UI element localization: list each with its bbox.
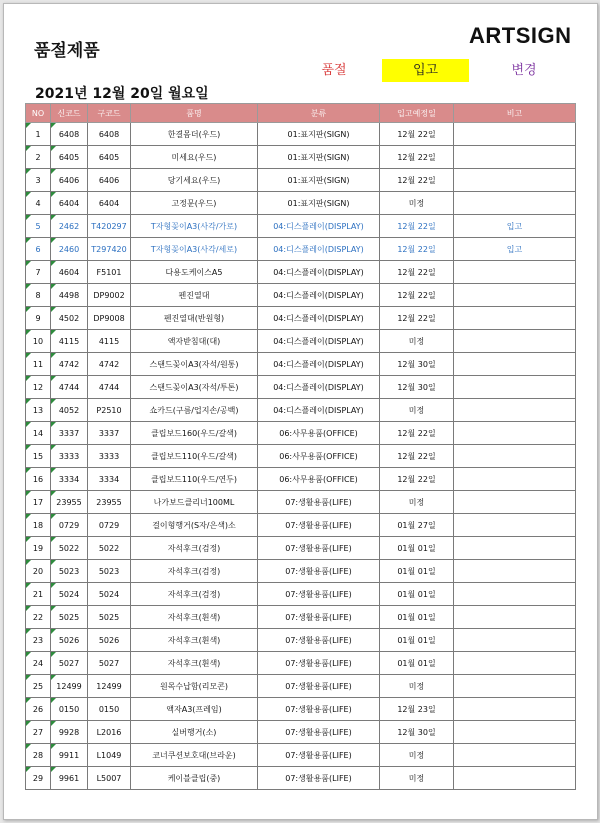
- cell-product-name: 걸이형행거(S자/은색)소: [131, 514, 258, 537]
- cell-new-code: 5027: [51, 652, 88, 675]
- cell-product-name: 스탠드꽂이A3(자석/원통): [131, 353, 258, 376]
- cell-note: [454, 192, 576, 215]
- cell-restock-date: 12월 22일: [380, 169, 454, 192]
- cell-product-name: 액자받침대(대): [131, 330, 258, 353]
- page-title: 품절제품: [34, 41, 100, 61]
- cell-category: 07:생활용품(LIFE): [258, 583, 380, 606]
- cell-product-name: 미세요(우드): [131, 146, 258, 169]
- cell-category: 06:사무용품(OFFICE): [258, 422, 380, 445]
- legend-sold-out: 품절: [321, 63, 347, 78]
- report-date: 2021년 12월 20일 월요일: [35, 86, 209, 102]
- cell-note: [454, 629, 576, 652]
- cell-restock-date: 미정: [380, 744, 454, 767]
- cell-category: 04:디스플레이(DISPLAY): [258, 238, 380, 261]
- cell-product-name: 스탠드꽂이A3(자석/투톤): [131, 376, 258, 399]
- cell-no: 23: [26, 629, 51, 652]
- table-row: [26, 330, 576, 353]
- cell-no: 19: [26, 537, 51, 560]
- cell-old-code: 3337: [88, 422, 131, 445]
- cell-note: [454, 698, 576, 721]
- cell-old-code: 12499: [88, 675, 131, 698]
- cell-product-name: 펜진열대: [131, 284, 258, 307]
- cell-note: [454, 652, 576, 675]
- cell-new-code: 4502: [51, 307, 88, 330]
- cell-note: [454, 537, 576, 560]
- cell-restock-date: 01월 01일: [380, 629, 454, 652]
- cell-category: 04:디스플레이(DISPLAY): [258, 261, 380, 284]
- cell-category: 07:생활용품(LIFE): [258, 629, 380, 652]
- column-header-product-name: 품명: [131, 104, 258, 123]
- cell-new-code: 2460: [51, 238, 88, 261]
- cell-note: [454, 169, 576, 192]
- cell-restock-date: 12월 22일: [380, 284, 454, 307]
- cell-new-code: 5023: [51, 560, 88, 583]
- table-row: [26, 261, 576, 284]
- cell-category: 01:표지판(SIGN): [258, 169, 380, 192]
- cell-category: 07:생활용품(LIFE): [258, 491, 380, 514]
- cell-new-code: 6405: [51, 146, 88, 169]
- cell-restock-date: 미정: [380, 330, 454, 353]
- cell-note: [454, 284, 576, 307]
- table-row: [26, 146, 576, 169]
- cell-restock-date: 미정: [380, 767, 454, 790]
- cell-old-code: 0150: [88, 698, 131, 721]
- cell-category: 04:디스플레이(DISPLAY): [258, 353, 380, 376]
- cell-no: 21: [26, 583, 51, 606]
- legend-incoming: 입고: [382, 59, 469, 82]
- cell-old-code: T420297: [88, 215, 131, 238]
- cell-product-name: 원목수납함(리모콘): [131, 675, 258, 698]
- cell-restock-date: 미정: [380, 399, 454, 422]
- cell-restock-date: 미정: [380, 675, 454, 698]
- table-row: [26, 123, 576, 146]
- cell-note: [454, 422, 576, 445]
- cell-old-code: L5007: [88, 767, 131, 790]
- table-row: [26, 744, 576, 767]
- cell-no: 5: [26, 215, 51, 238]
- cell-old-code: DP9008: [88, 307, 131, 330]
- cell-note: [454, 744, 576, 767]
- cell-category: 07:생활용품(LIFE): [258, 721, 380, 744]
- table-row: [26, 606, 576, 629]
- cell-restock-date: 12월 22일: [380, 123, 454, 146]
- cell-new-code: 6404: [51, 192, 88, 215]
- cell-restock-date: 12월 22일: [380, 261, 454, 284]
- legend-changed: 변경: [511, 63, 537, 78]
- table-row: [26, 675, 576, 698]
- cell-old-code: 4115: [88, 330, 131, 353]
- cell-new-code: 6406: [51, 169, 88, 192]
- cell-no: 29: [26, 767, 51, 790]
- column-header-new-code: 신코드: [51, 104, 88, 123]
- cell-product-name: 자석후크(흰색): [131, 606, 258, 629]
- cell-restock-date: 12월 22일: [380, 445, 454, 468]
- cell-old-code: F5101: [88, 261, 131, 284]
- cell-new-code: 4604: [51, 261, 88, 284]
- cell-no: 9: [26, 307, 51, 330]
- cell-note: [454, 307, 576, 330]
- cell-no: 13: [26, 399, 51, 422]
- cell-product-name: 펜진열대(반원형): [131, 307, 258, 330]
- cell-no: 2: [26, 146, 51, 169]
- cell-note: [454, 675, 576, 698]
- cell-old-code: L1049: [88, 744, 131, 767]
- cell-product-name: 당기세요(우드): [131, 169, 258, 192]
- cell-product-name: 자석후크(검정): [131, 560, 258, 583]
- cell-category: 01:표지판(SIGN): [258, 146, 380, 169]
- table-row: [26, 169, 576, 192]
- cell-note: [454, 146, 576, 169]
- cell-note: 입고: [454, 215, 576, 238]
- table-row: [26, 468, 576, 491]
- table-row: [26, 560, 576, 583]
- cell-no: 4: [26, 192, 51, 215]
- cell-new-code: 9928: [51, 721, 88, 744]
- cell-no: 24: [26, 652, 51, 675]
- table-row: [26, 376, 576, 399]
- table-row: [26, 583, 576, 606]
- column-header-restock-date: 입고예정일: [380, 104, 454, 123]
- cell-new-code: 4742: [51, 353, 88, 376]
- cell-new-code: 3337: [51, 422, 88, 445]
- cell-product-name: 나가보드클리너100ML: [131, 491, 258, 514]
- table-row: [26, 422, 576, 445]
- table-row: [26, 307, 576, 330]
- cell-restock-date: 미정: [380, 192, 454, 215]
- cell-restock-date: 12월 22일: [380, 422, 454, 445]
- table-header-row: [26, 104, 576, 123]
- cell-category: 04:디스플레이(DISPLAY): [258, 284, 380, 307]
- column-header-old-code: 구코드: [88, 104, 131, 123]
- cell-new-code: 0729: [51, 514, 88, 537]
- cell-note: [454, 583, 576, 606]
- cell-note: [454, 353, 576, 376]
- cell-new-code: 5025: [51, 606, 88, 629]
- cell-product-name: 클립보드110(우드/연두): [131, 468, 258, 491]
- cell-category: 04:디스플레이(DISPLAY): [258, 330, 380, 353]
- cell-category: 04:디스플레이(DISPLAY): [258, 376, 380, 399]
- cell-category: 04:디스플레이(DISPLAY): [258, 399, 380, 422]
- cell-new-code: 4744: [51, 376, 88, 399]
- cell-new-code: 23955: [51, 491, 88, 514]
- cell-product-name: 자석후크(검정): [131, 537, 258, 560]
- cell-new-code: 9961: [51, 767, 88, 790]
- cell-restock-date: 12월 30일: [380, 721, 454, 744]
- cell-restock-date: 01월 01일: [380, 537, 454, 560]
- cell-old-code: 6405: [88, 146, 131, 169]
- cell-no: 8: [26, 284, 51, 307]
- cell-old-code: T297420: [88, 238, 131, 261]
- cell-note: 입고: [454, 238, 576, 261]
- cell-no: 7: [26, 261, 51, 284]
- table-row: [26, 399, 576, 422]
- cell-category: 07:생활용품(LIFE): [258, 744, 380, 767]
- cell-old-code: P2510: [88, 399, 131, 422]
- cell-restock-date: 01월 27일: [380, 514, 454, 537]
- cell-restock-date: 12월 22일: [380, 307, 454, 330]
- cell-old-code: 5024: [88, 583, 131, 606]
- cell-no: 10: [26, 330, 51, 353]
- cell-product-name: 케이블클립(중): [131, 767, 258, 790]
- cell-old-code: 6406: [88, 169, 131, 192]
- table-row: [26, 215, 576, 238]
- cell-restock-date: 01월 01일: [380, 606, 454, 629]
- cell-old-code: 5023: [88, 560, 131, 583]
- table-row: [26, 238, 576, 261]
- cell-note: [454, 767, 576, 790]
- cell-old-code: 23955: [88, 491, 131, 514]
- cell-note: [454, 491, 576, 514]
- cell-category: 01:표지판(SIGN): [258, 123, 380, 146]
- cell-no: 25: [26, 675, 51, 698]
- cell-product-name: 실버행거(소): [131, 721, 258, 744]
- cell-old-code: 4744: [88, 376, 131, 399]
- cell-note: [454, 399, 576, 422]
- cell-category: 07:생활용품(LIFE): [258, 537, 380, 560]
- cell-restock-date: 01월 01일: [380, 583, 454, 606]
- cell-no: 22: [26, 606, 51, 629]
- cell-old-code: 5022: [88, 537, 131, 560]
- cell-new-code: 4498: [51, 284, 88, 307]
- cell-note: [454, 123, 576, 146]
- table-row: [26, 652, 576, 675]
- cell-new-code: 4052: [51, 399, 88, 422]
- table-row: [26, 698, 576, 721]
- cell-no: 16: [26, 468, 51, 491]
- cell-category: 04:디스플레이(DISPLAY): [258, 215, 380, 238]
- table-row: [26, 514, 576, 537]
- cell-category: 07:생활용품(LIFE): [258, 675, 380, 698]
- cell-new-code: 6408: [51, 123, 88, 146]
- cell-product-name: 클립보드160(우드/갈색): [131, 422, 258, 445]
- cell-note: [454, 560, 576, 583]
- cell-category: 07:생활용품(LIFE): [258, 514, 380, 537]
- cell-category: 04:디스플레이(DISPLAY): [258, 307, 380, 330]
- cell-restock-date: 12월 22일: [380, 146, 454, 169]
- cell-product-name: 한결몸더(우드): [131, 123, 258, 146]
- cell-no: 15: [26, 445, 51, 468]
- cell-new-code: 12499: [51, 675, 88, 698]
- cell-no: 28: [26, 744, 51, 767]
- cell-product-name: 코너쿠션보호대(브라운): [131, 744, 258, 767]
- cell-no: 26: [26, 698, 51, 721]
- cell-restock-date: 12월 22일: [380, 215, 454, 238]
- table-row: [26, 284, 576, 307]
- cell-old-code: 4742: [88, 353, 131, 376]
- cell-product-name: 다용도케이스A5: [131, 261, 258, 284]
- cell-no: 14: [26, 422, 51, 445]
- table-row: [26, 629, 576, 652]
- table-row: [26, 445, 576, 468]
- cell-category: 07:생활용품(LIFE): [258, 767, 380, 790]
- cell-no: 11: [26, 353, 51, 376]
- cell-old-code: 6404: [88, 192, 131, 215]
- cell-product-name: 자석후크(흰색): [131, 652, 258, 675]
- cell-old-code: 5026: [88, 629, 131, 652]
- cell-no: 3: [26, 169, 51, 192]
- cell-category: 07:생활용품(LIFE): [258, 560, 380, 583]
- cell-new-code: 3333: [51, 445, 88, 468]
- cell-product-name: 자석후크(검정): [131, 583, 258, 606]
- cell-old-code: L2016: [88, 721, 131, 744]
- cell-no: 6: [26, 238, 51, 261]
- cell-new-code: 5022: [51, 537, 88, 560]
- cell-old-code: DP9002: [88, 284, 131, 307]
- cell-restock-date: 미정: [380, 491, 454, 514]
- cell-no: 17: [26, 491, 51, 514]
- cell-restock-date: 12월 22일: [380, 238, 454, 261]
- cell-old-code: 0729: [88, 514, 131, 537]
- cell-new-code: 9911: [51, 744, 88, 767]
- cell-product-name: 클립보드110(우드/갈색): [131, 445, 258, 468]
- cell-no: 20: [26, 560, 51, 583]
- cell-new-code: 5024: [51, 583, 88, 606]
- cell-old-code: 5027: [88, 652, 131, 675]
- cell-product-name: 액자A3(프레임): [131, 698, 258, 721]
- column-header-category: 분류: [258, 104, 380, 123]
- sold-out-table: [25, 103, 576, 790]
- cell-restock-date: 01월 01일: [380, 560, 454, 583]
- cell-note: [454, 330, 576, 353]
- cell-new-code: 2462: [51, 215, 88, 238]
- cell-restock-date: 12월 30일: [380, 353, 454, 376]
- table-row: [26, 767, 576, 790]
- cell-category: 07:생활용품(LIFE): [258, 652, 380, 675]
- table-row: [26, 353, 576, 376]
- cell-product-name: T자형꽂이A3(사각/세로): [131, 238, 258, 261]
- cell-old-code: 6408: [88, 123, 131, 146]
- cell-old-code: 3334: [88, 468, 131, 491]
- cell-note: [454, 468, 576, 491]
- cell-note: [454, 606, 576, 629]
- cell-new-code: 4115: [51, 330, 88, 353]
- cell-no: 18: [26, 514, 51, 537]
- cell-restock-date: 01월 01일: [380, 652, 454, 675]
- cell-restock-date: 12월 30일: [380, 376, 454, 399]
- cell-category: 07:생활용품(LIFE): [258, 698, 380, 721]
- cell-new-code: 5026: [51, 629, 88, 652]
- cell-category: 06:사무용품(OFFICE): [258, 468, 380, 491]
- cell-old-code: 5025: [88, 606, 131, 629]
- cell-product-name: T자형꽂이A3(사각/가로): [131, 215, 258, 238]
- cell-no: 27: [26, 721, 51, 744]
- column-header-note: 비고: [454, 104, 576, 123]
- cell-old-code: 3333: [88, 445, 131, 468]
- cell-note: [454, 376, 576, 399]
- cell-category: 01:표지판(SIGN): [258, 192, 380, 215]
- cell-no: 12: [26, 376, 51, 399]
- cell-restock-date: 12월 23일: [380, 698, 454, 721]
- cell-category: 07:생활용품(LIFE): [258, 606, 380, 629]
- cell-new-code: 0150: [51, 698, 88, 721]
- column-header-no: NO: [26, 104, 51, 123]
- cell-note: [454, 445, 576, 468]
- cell-restock-date: 12월 22일: [380, 468, 454, 491]
- table-row: [26, 192, 576, 215]
- cell-product-name: 쇼카드(구름/업지손/공백): [131, 399, 258, 422]
- cell-no: 1: [26, 123, 51, 146]
- cell-product-name: 자석후크(흰색): [131, 629, 258, 652]
- cell-note: [454, 514, 576, 537]
- table-row: [26, 537, 576, 560]
- table-row: [26, 491, 576, 514]
- cell-new-code: 3334: [51, 468, 88, 491]
- cell-product-name: 고정문(우드): [131, 192, 258, 215]
- cell-note: [454, 261, 576, 284]
- cell-note: [454, 721, 576, 744]
- brand-logo: ARTSIGN: [469, 23, 572, 48]
- cell-category: 06:사무용품(OFFICE): [258, 445, 380, 468]
- table-row: [26, 721, 576, 744]
